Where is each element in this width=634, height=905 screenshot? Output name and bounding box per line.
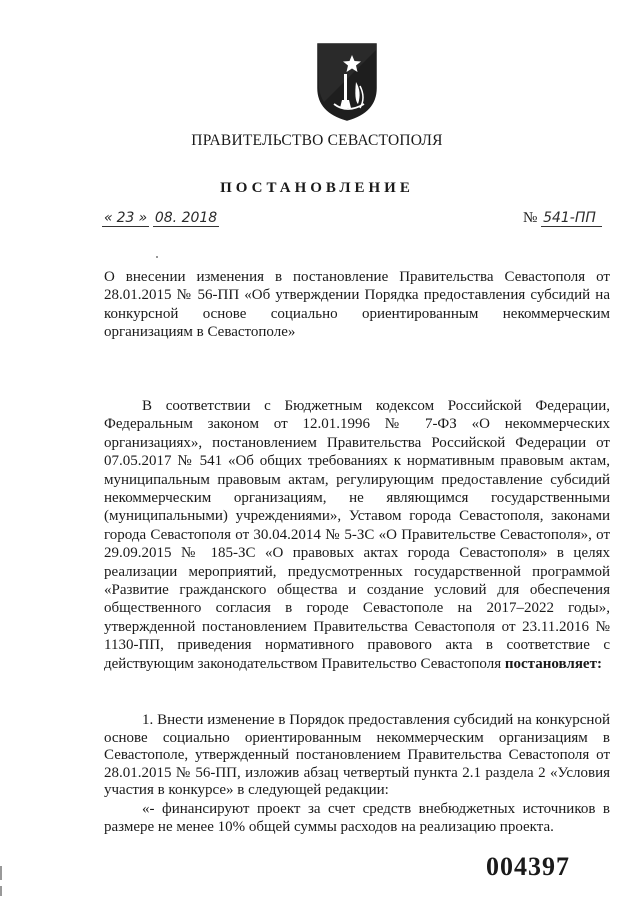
preamble-text: В соответствии с Бюджетным кодексом Российской Федерации, Федеральным законом от 12.01.1996 № 7-ФЗ «О некоммерческих организациях», постановлением Правительства Российской Федерации от 07.05.2017 № 541 «Об общих требованиях к нормативным правовым актам, муниципальным правовым актам, регулирующим предоставление субсидий некоммерческим организациям, не являющимся государственными (муниципальными) учреждениями», Уставом города Севастополя, законами города Севастополя от 30.04.2014 № 5-ЗС «О Правительстве Севастополя», от 29.09.2015 № 185-ЗС «О правовых актах города Севастополя» в целях реализации мероприятий, предусмотренных государственной программой «Развитие гражданского общества и создание условий для обеспечения общественного согласия в городе Севастополе на 2017–2022 годы», утвержденной постановлением Правительства Севастополя от 23.11.2016 № 1130-ПП, приведения нормативного правового акта в соответствие с действующим законодательством Правительство Севастополя (104, 398, 610, 672)
scan-speck (156, 256, 158, 258)
date-open-quote: « (104, 210, 113, 226)
date-month-year: 08. 2018 (154, 210, 218, 226)
preamble-paragraph (104, 397, 610, 673)
document-type-heading: ПОСТАНОВЛЕНИЕ (220, 180, 414, 196)
document-number (523, 210, 602, 227)
quoted-amendment: «- финансируют проект за счет средств внебюджетных источников в размере не менее 10% общей суммы расходов на реализацию проекта. (104, 801, 610, 835)
scan-edge-mark (0, 866, 2, 880)
sevastopol-coat-of-arms-icon (316, 42, 378, 122)
form-serial-number: 004397 (486, 852, 570, 881)
government-title: ПРАВИТЕЛЬСТВО СЕВАСТОПОЛЯ (191, 132, 443, 149)
document-date (102, 210, 219, 227)
date-day: 23 (116, 210, 135, 226)
resolves-word: постановляет: (504, 655, 602, 672)
item-1-paragraph: 1. Внести изменение в Порядок предоставления субсидий на конкурсной основе социально ориентированным некоммерческим организациям в Севастополе, утвержденный постановлением Правительства Севастополя от 28.01.2015 № 56-ПП, изложив абзац четвертый пункта 2.1 раздела 2 «Условия участия в конкурсе» в следующей редакции: (104, 712, 610, 798)
scan-edge-mark (0, 886, 2, 896)
number-sign: № (523, 210, 538, 226)
document-subject: О внесении изменения в постановление Правительства Севастополя от 28.01.2015 № 56-ПП «Об утверждении Порядка предоставления субсидий на конкурсной основе социально ориентированным некоммерческим организациям в Севастополе» (104, 269, 610, 341)
number-value: 541-ПП (541, 210, 602, 227)
date-close-quote: » (138, 210, 148, 226)
